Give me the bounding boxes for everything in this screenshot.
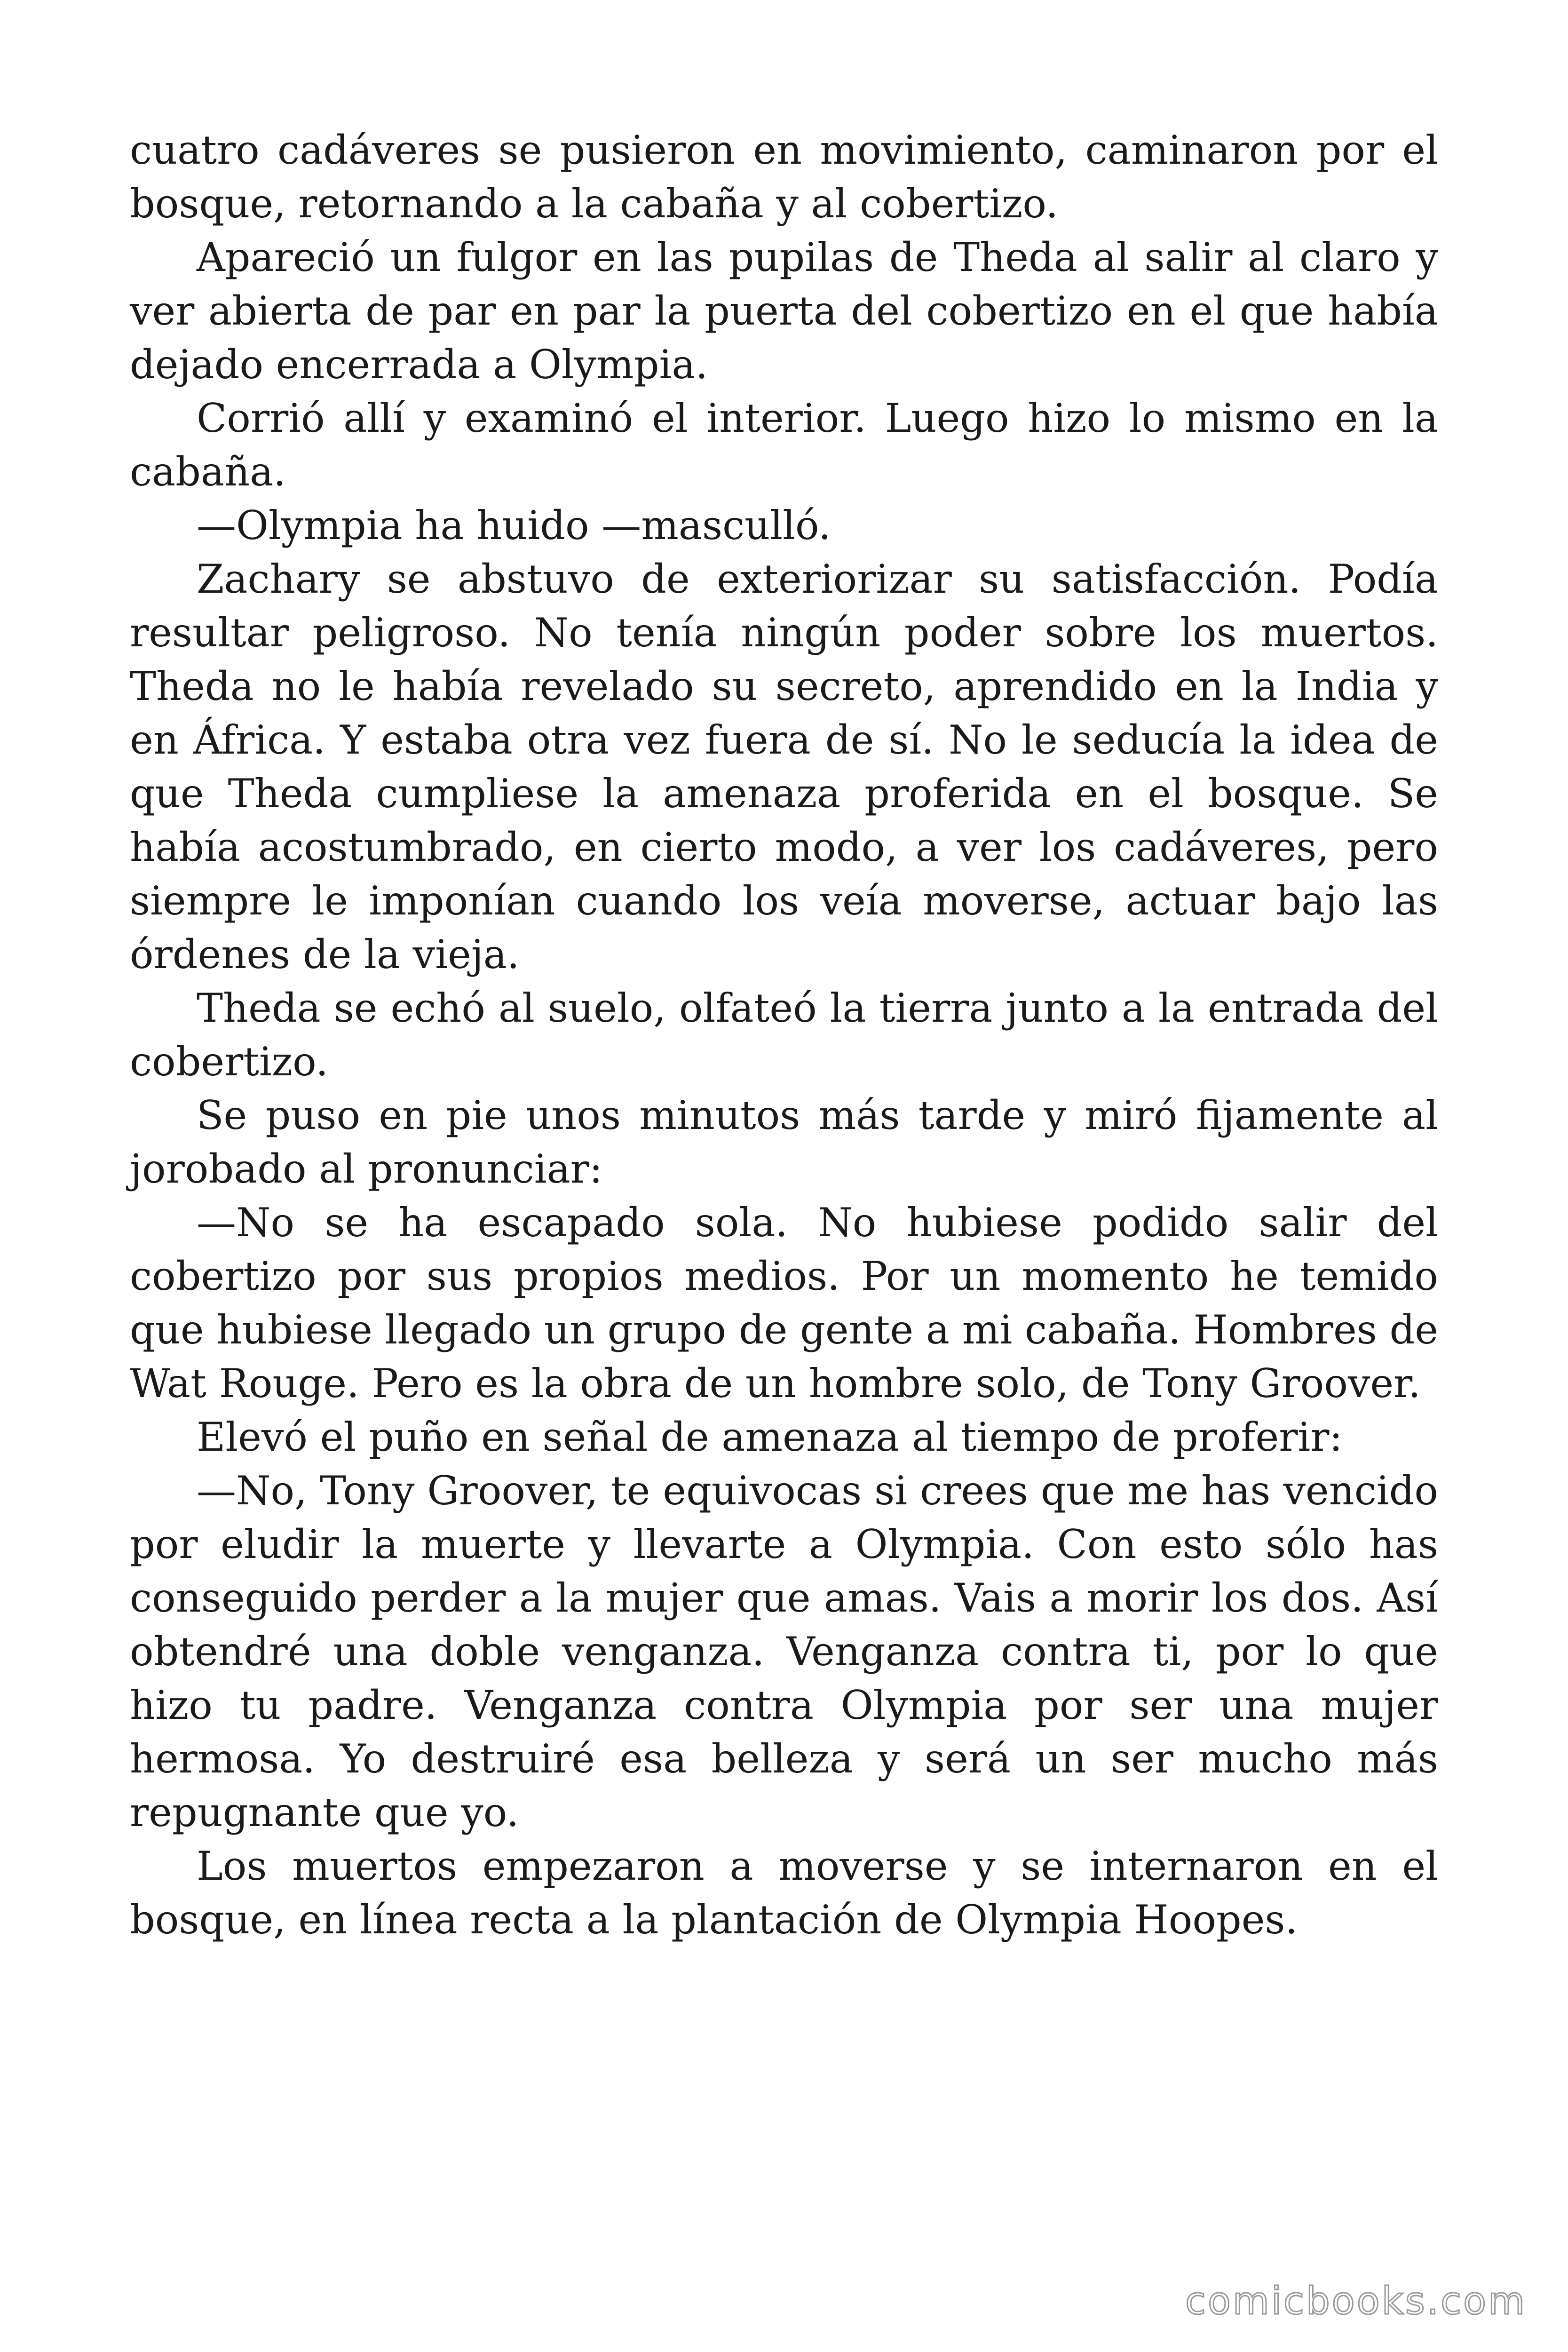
- paragraph-continuation: cuatro cadáveres se pusieron en movimiento, caminaron por el bosque, retornando a la cabaña y al cobertizo.: [130, 127, 1438, 227]
- book-page-text: [130, 123, 1438, 1947]
- paragraph: Se puso en pie unos minutos más tarde y miró fijamente al jorobado al pronunciar:: [130, 1092, 1438, 1192]
- dialogue-line: —Olympia ha huido —masculló.: [197, 502, 831, 548]
- watermark-text: comicbooks.com: [1185, 2279, 1527, 2323]
- dialogue-line: —No, Tony Groover, te equivocas si crees que me has vencido por eludir la muerte y llevarte a Olympia. Con esto sólo has conseguido perder a la mujer que amas. Vais a morir los dos. Así obtendré una doble venganza. Venganza contra ti, por lo que hizo tu padre. Venganza contra Olympia por ser una mujer hermosa. Yo destruiré esa belleza y será un ser mucho más repugnante que yo.: [130, 1468, 1438, 1836]
- paragraph: Corrió allí y examinó el interior. Luego hizo lo mismo en la cabaña.: [130, 395, 1438, 495]
- paragraph: Theda se echó al suelo, olfateó la tierra junto a la entrada del cobertizo.: [130, 985, 1438, 1085]
- paragraph: Zachary se abstuvo de exteriorizar su satisfacción. Podía resultar peligroso. No tenía ningún poder sobre los muertos. Theda no le había revelado su secreto, aprendido en la India y en África. Y estaba otra vez fuera de sí. No le seducía la idea de que Theda cumpliese la amenaza proferida en el bosque. Se había acostumbrado, en cierto modo, a ver los cadáveres, pero siempre le imponían cuando los veía moverse, actuar bajo las órdenes de la vieja.: [130, 556, 1438, 977]
- paragraph: Los muertos empezaron a moverse y se internaron en el bosque, en línea recta a la plantación de Olympia Hoopes.: [130, 1843, 1438, 1943]
- paragraph: Apareció un fulgor en las pupilas de Theda al salir al claro y ver abierta de par en par la puerta del cobertizo en el que había dejado encerrada a Olympia.: [130, 234, 1438, 388]
- paragraph: Elevó el puño en señal de amenaza al tiempo de proferir:: [197, 1414, 1343, 1460]
- dialogue-line: —No se ha escapado sola. No hubiese podido salir del cobertizo por sus propios medios. Por un momento he temido que hubiese llegado un grupo de gente a mi cabaña. Hombres de Wat Rouge. Pero es la obra de un hombre solo, de Tony Groover.: [130, 1200, 1438, 1406]
